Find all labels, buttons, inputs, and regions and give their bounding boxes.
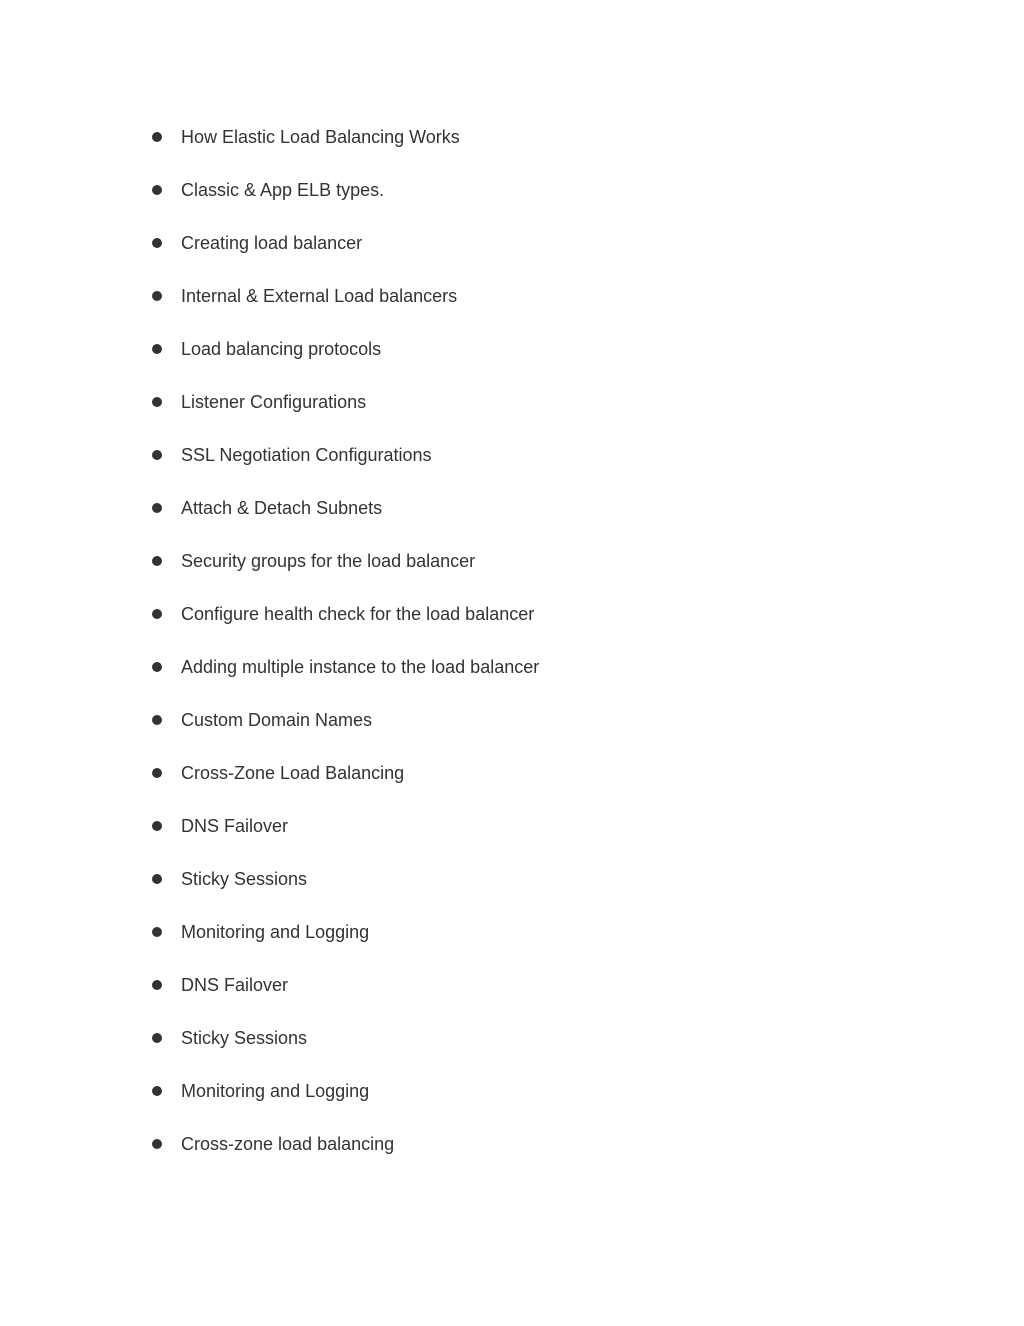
list-item [150, 177, 870, 230]
bullet-dot-icon [152, 185, 162, 195]
bullet-dot-icon [152, 1139, 162, 1149]
list-item-text: Cross-zone load balancing [181, 1134, 395, 1154]
list-item [150, 813, 870, 866]
list-item-text: Custom Domain Names [181, 710, 373, 730]
list-item [150, 1131, 870, 1184]
list-item-text: Listener Configurations [181, 392, 367, 412]
list-item-text: Monitoring and Logging [181, 922, 370, 942]
bullet-dot-icon [152, 291, 162, 301]
list-item-text: Monitoring and Logging [181, 1081, 370, 1101]
bullet-dot-icon [152, 397, 162, 407]
list-item-text: Sticky Sessions [181, 1028, 308, 1048]
bullet-dot-icon [152, 927, 162, 937]
bullet-dot-icon [152, 980, 162, 990]
bullet-dot-icon [152, 503, 162, 513]
list-item-text: How Elastic Load Balancing Works [181, 127, 460, 147]
bullet-dot-icon [152, 344, 162, 354]
list-item-text: DNS Failover [181, 816, 289, 836]
list-item [150, 336, 870, 389]
list-item [150, 442, 870, 495]
list-item [150, 601, 870, 654]
bullet-dot-icon [152, 609, 162, 619]
bullet-dot-icon [152, 1086, 162, 1096]
list-item-text: Adding multiple instance to the load balancer [181, 657, 540, 677]
list-item [150, 283, 870, 336]
list-item [150, 1025, 870, 1078]
list-item-text: Classic & App ELB types. [181, 180, 385, 200]
list-item-text: Attach & Detach Subnets [181, 498, 383, 518]
bullet-dot-icon [152, 238, 162, 248]
list-item [150, 230, 870, 283]
list-item-text: Internal & External Load balancers [181, 286, 458, 306]
bullet-dot-icon [152, 556, 162, 566]
list-item-text: Cross-Zone Load Balancing [181, 763, 405, 783]
list-item [150, 760, 870, 813]
list-item [150, 654, 870, 707]
topic-bullet-list [150, 124, 870, 1184]
bullet-dot-icon [152, 821, 162, 831]
list-item [150, 124, 870, 177]
list-item [150, 707, 870, 760]
list-item-text: SSL Negotiation Configurations [181, 445, 432, 465]
list-item-text: DNS Failover [181, 975, 289, 995]
list-item-text: Load balancing protocols [181, 339, 382, 359]
bullet-dot-icon [152, 874, 162, 884]
list-item [150, 548, 870, 601]
list-item [150, 1078, 870, 1131]
list-item-text: Security groups for the load balancer [181, 551, 476, 571]
list-item-text: Configure health check for the load balancer [181, 604, 535, 624]
bullet-dot-icon [152, 662, 162, 672]
list-item-text: Creating load balancer [181, 233, 363, 253]
list-item [150, 919, 870, 972]
list-item [150, 495, 870, 548]
list-item [150, 389, 870, 442]
bullet-dot-icon [152, 715, 162, 725]
list-item-text: Sticky Sessions [181, 869, 308, 889]
list-item [150, 866, 870, 919]
bullet-dot-icon [152, 132, 162, 142]
bullet-dot-icon [152, 1033, 162, 1043]
bullet-dot-icon [152, 768, 162, 778]
list-item [150, 972, 870, 1025]
bullet-dot-icon [152, 450, 162, 460]
